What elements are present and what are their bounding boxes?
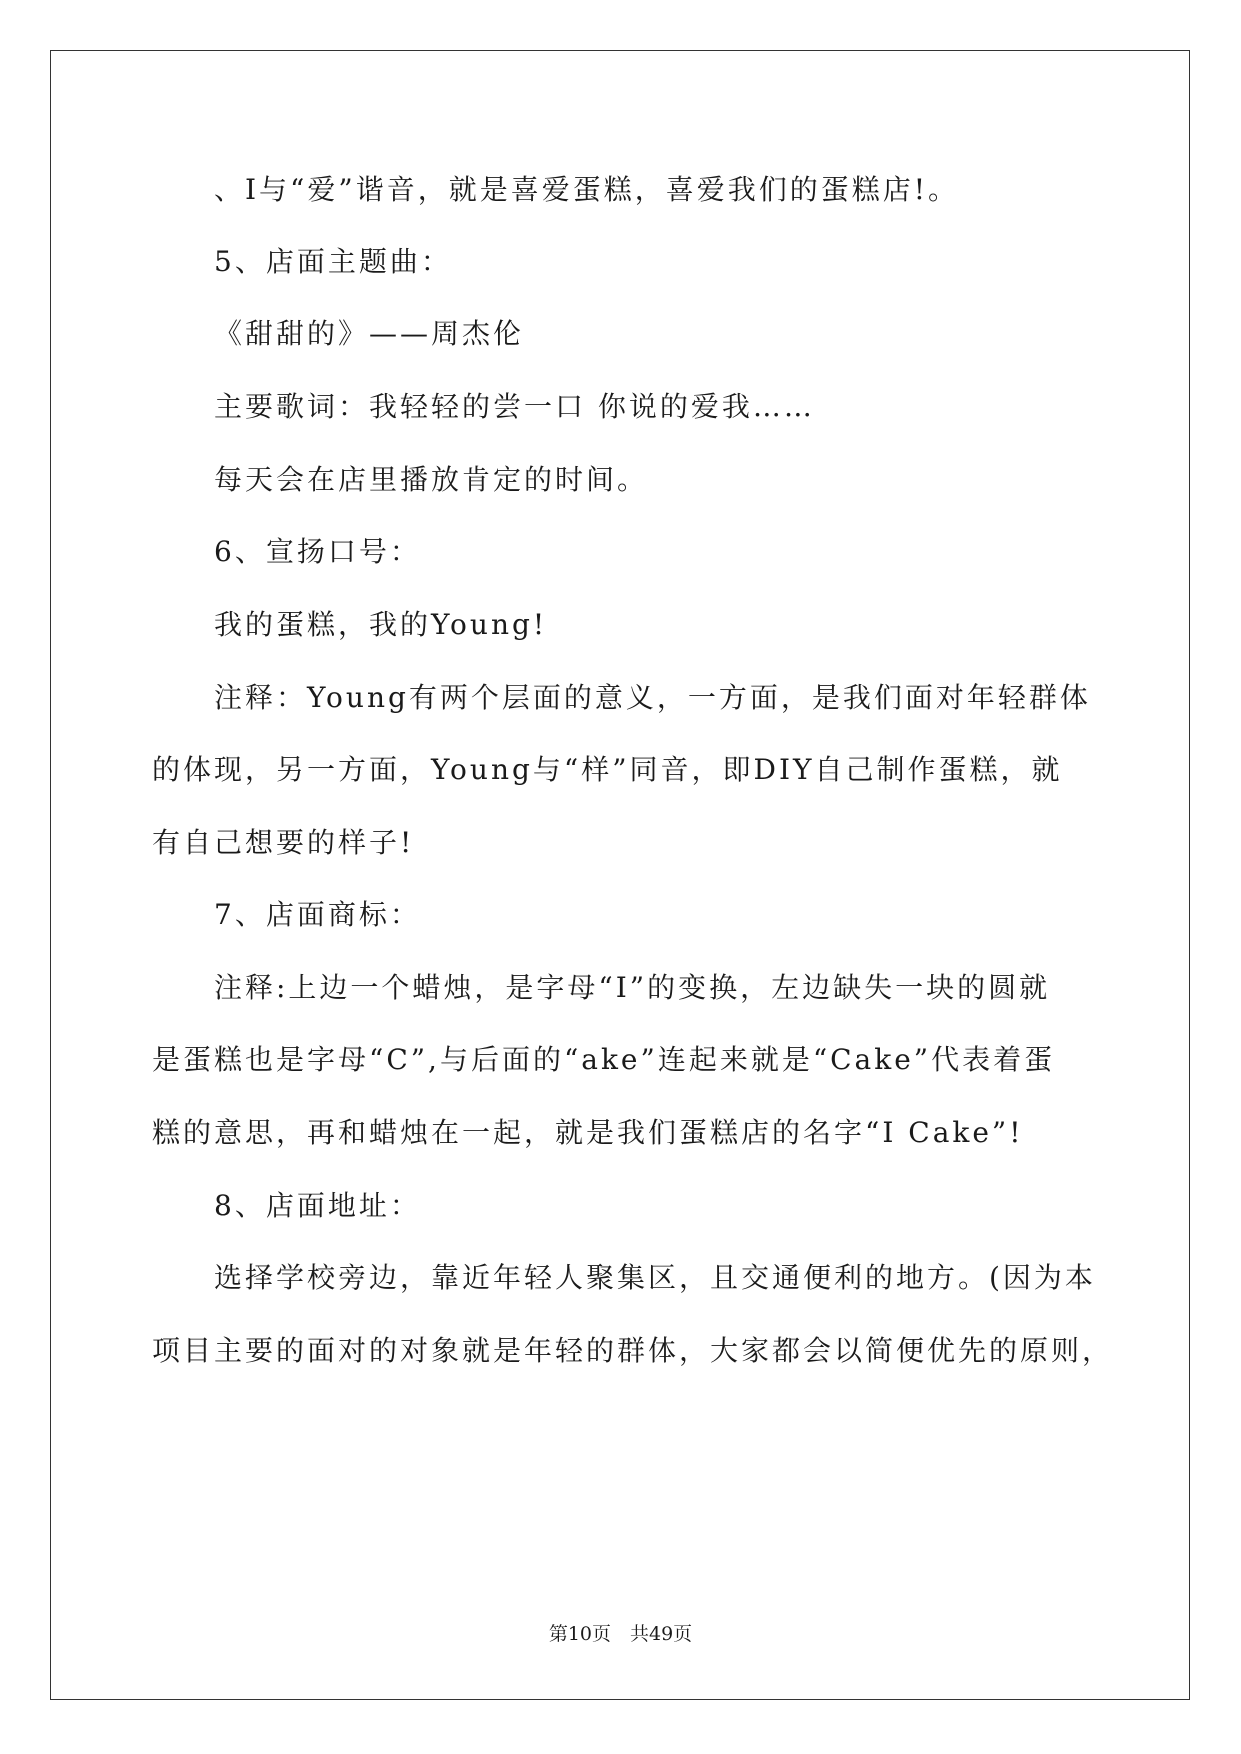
- section-heading-6: 6、宣扬口号：: [214, 535, 421, 568]
- paragraph-line: 糕的意思，再和蜡烛在一起，就是我们蛋糕店的名字“I Cake”!: [152, 1116, 1024, 1149]
- paragraph-line: 选择学校旁边，靠近年轻人聚集区，且交通便利的地方。(因为本: [214, 1261, 1096, 1294]
- paragraph-line: 注释:上边一个蜡烛，是字母“I”的变换，左边缺失一块的圆就: [214, 971, 1051, 1004]
- paragraph-line: 每天会在店里播放肯定的时间。: [214, 463, 649, 496]
- paragraph-line: 的体现，另一方面，Young与“样”同音，即DIY自己制作蛋糕，就: [152, 753, 1063, 786]
- page-border: [50, 50, 1190, 1700]
- paragraph-line: 、I与“爱”谐音，就是喜爱蛋糕，喜爱我们的蛋糕店!。: [214, 173, 959, 206]
- paragraph-line: 项目主要的面对的对象就是年轻的群体，大家都会以简便优先的原则，: [152, 1334, 1114, 1367]
- paragraph-line: 《甜甜的》——周杰伦: [214, 317, 525, 350]
- section-heading-7: 7、店面商标：: [214, 898, 421, 931]
- page-number-footer: 第10页 共49页: [548, 1623, 693, 1645]
- paragraph-line: 是蛋糕也是字母“C”,与后面的“ake”连起来就是“Cake”代表着蛋: [152, 1043, 1056, 1076]
- paragraph-line: 有自己想要的样子!: [152, 826, 415, 859]
- paragraph-line: 注释：Young有两个层面的意义，一方面，是我们面对年轻群体: [214, 681, 1091, 714]
- paragraph-line: 我的蛋糕，我的Young!: [214, 608, 548, 641]
- paragraph-line: 主要歌词：我轻轻的尝一口 你说的爱我……: [214, 390, 815, 423]
- section-heading-5: 5、店面主题曲：: [214, 245, 452, 278]
- section-heading-8: 8、店面地址：: [214, 1189, 421, 1222]
